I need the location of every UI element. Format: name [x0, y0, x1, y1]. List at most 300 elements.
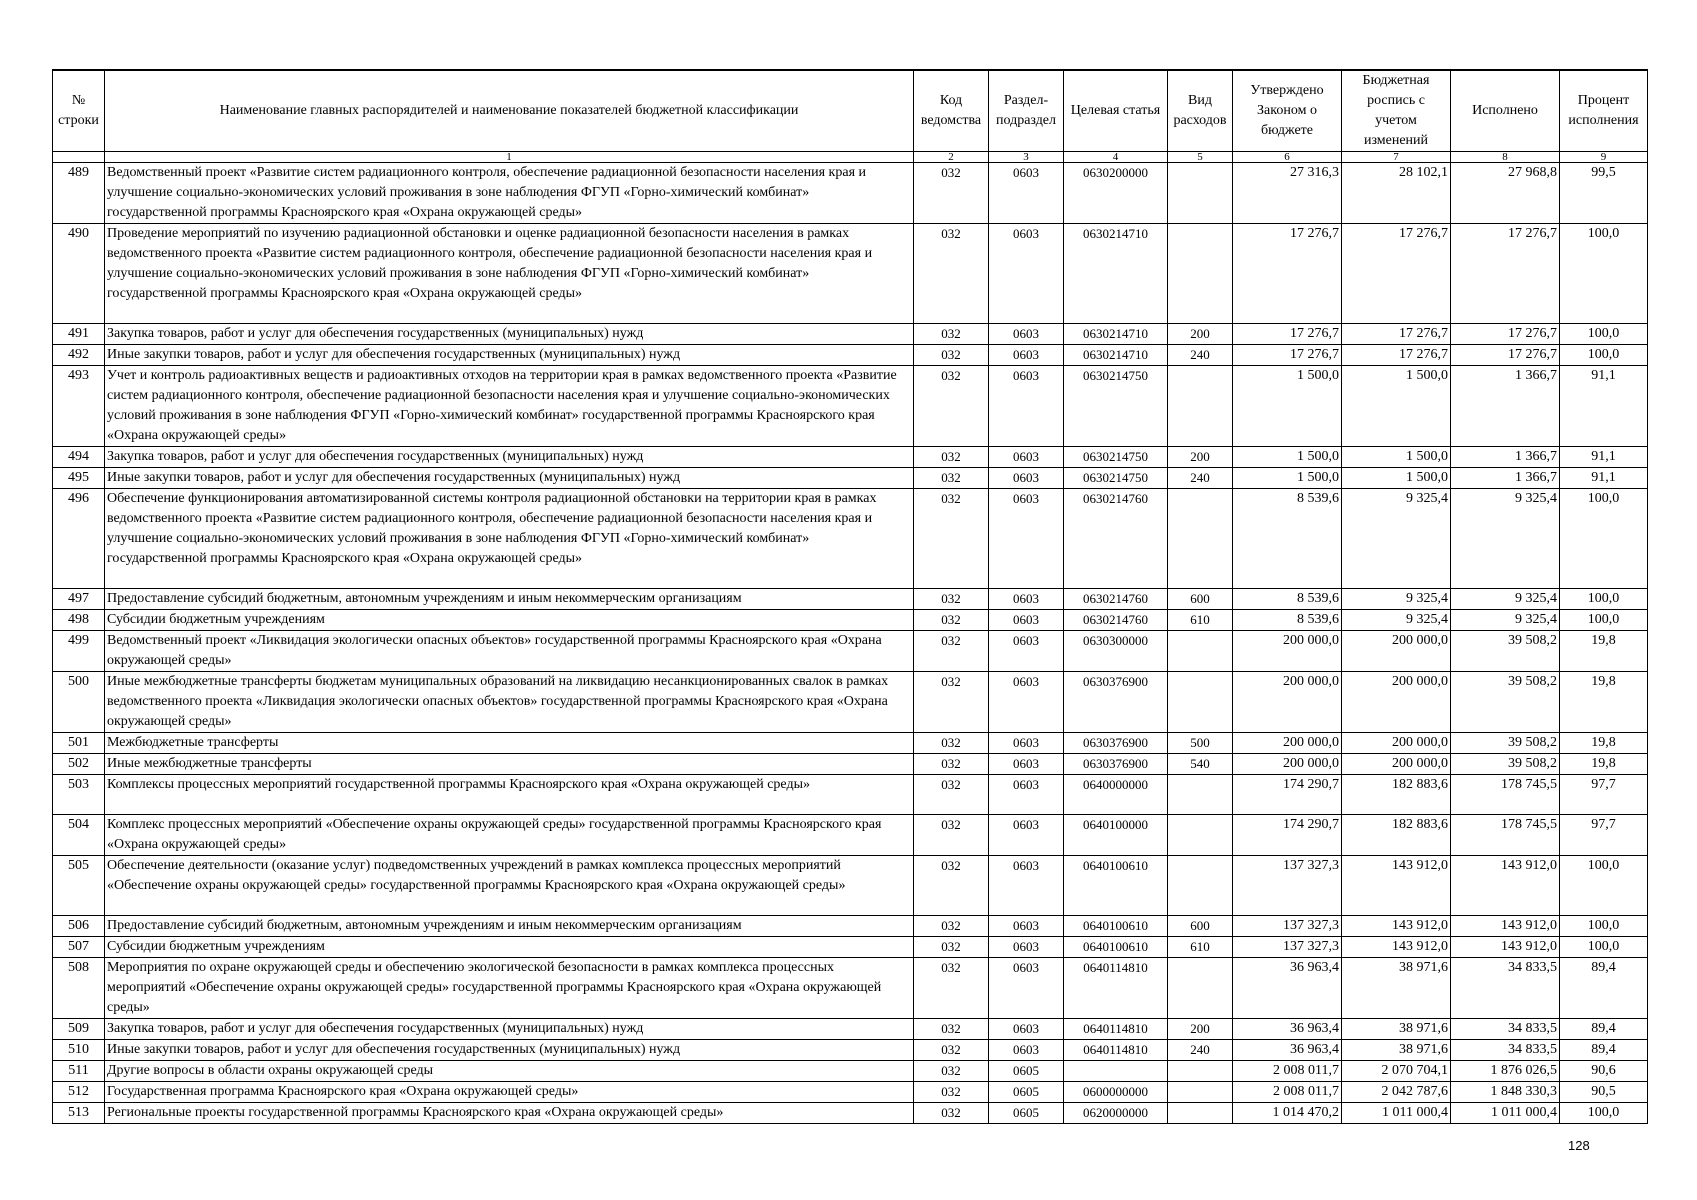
row-target-article: 0630300000	[1064, 631, 1168, 672]
row-expense-type	[1168, 958, 1233, 1019]
row-expense-type: 610	[1168, 610, 1233, 631]
table-row	[53, 163, 1648, 224]
row-number: 497	[53, 589, 105, 610]
table-row	[53, 937, 1648, 958]
table-row	[53, 468, 1648, 489]
row-percent: 100,0	[1560, 489, 1648, 589]
budget-execution-table	[52, 69, 1648, 1124]
row-budget-schedule: 1 011 000,4	[1342, 1103, 1451, 1124]
header-section-subsection: Раздел-подраздел	[989, 70, 1064, 152]
table-row	[53, 775, 1648, 815]
row-name: Проведение мероприятий по изучению радиационной обстановки и оценке радиационной безопасности населения в рамках ведомственного проекта «Развитие систем радиационного контроля, обеспечение радиационной безопасности населения края и улучшение социально-экономических условий проживания в зоне наблюдения ФГУП «Горно-химический комбинат» государственной программы Красноярского края «Охрана окружающей среды»	[105, 224, 914, 324]
table-row	[53, 733, 1648, 754]
row-number: 504	[53, 815, 105, 856]
row-executed: 9 325,4	[1451, 589, 1560, 610]
row-expense-type: 200	[1168, 447, 1233, 468]
row-percent: 90,5	[1560, 1082, 1648, 1103]
row-approved: 27 316,3	[1233, 163, 1342, 224]
row-approved: 174 290,7	[1233, 775, 1342, 815]
table-row	[53, 610, 1648, 631]
row-number: 496	[53, 489, 105, 589]
row-approved: 174 290,7	[1233, 815, 1342, 856]
row-budget-schedule: 17 276,7	[1342, 324, 1451, 345]
budget-table-sheet	[52, 69, 1647, 1124]
row-department-code: 032	[914, 224, 989, 324]
header-col-index: 8	[1451, 152, 1560, 163]
row-expense-type	[1168, 489, 1233, 589]
row-department-code: 032	[914, 468, 989, 489]
row-expense-type	[1168, 163, 1233, 224]
row-target-article: 0640100610	[1064, 937, 1168, 958]
row-percent: 89,4	[1560, 1040, 1648, 1061]
row-department-code: 032	[914, 916, 989, 937]
row-number: 489	[53, 163, 105, 224]
row-percent: 100,0	[1560, 937, 1648, 958]
row-name: Закупка товаров, работ и услуг для обеспечения государственных (муниципальных) нужд	[105, 324, 914, 345]
table-row	[53, 345, 1648, 366]
row-expense-type	[1168, 1082, 1233, 1103]
row-budget-schedule: 200 000,0	[1342, 672, 1451, 733]
row-expense-type	[1168, 815, 1233, 856]
row-executed: 178 745,5	[1451, 815, 1560, 856]
row-section-code: 0603	[989, 468, 1064, 489]
row-percent: 97,7	[1560, 815, 1648, 856]
row-expense-type: 600	[1168, 589, 1233, 610]
row-target-article: 0630214760	[1064, 610, 1168, 631]
row-percent: 19,8	[1560, 631, 1648, 672]
row-target-article: 0630214710	[1064, 345, 1168, 366]
row-approved: 17 276,7	[1233, 345, 1342, 366]
row-number: 502	[53, 754, 105, 775]
row-number: 505	[53, 856, 105, 916]
row-expense-type	[1168, 856, 1233, 916]
row-approved: 36 963,4	[1233, 1040, 1342, 1061]
row-expense-type: 540	[1168, 754, 1233, 775]
row-section-code: 0605	[989, 1103, 1064, 1124]
header-target-article: Целевая статья	[1064, 70, 1168, 152]
row-executed: 143 912,0	[1451, 856, 1560, 916]
table-row	[53, 1082, 1648, 1103]
row-section-code: 0603	[989, 733, 1064, 754]
row-department-code: 032	[914, 345, 989, 366]
row-budget-schedule: 17 276,7	[1342, 345, 1451, 366]
row-section-code: 0603	[989, 489, 1064, 589]
row-number: 495	[53, 468, 105, 489]
row-approved: 1 014 470,2	[1233, 1103, 1342, 1124]
row-budget-schedule: 2 042 787,6	[1342, 1082, 1451, 1103]
row-approved: 2 008 011,7	[1233, 1061, 1342, 1082]
row-executed: 143 912,0	[1451, 937, 1560, 958]
row-department-code: 032	[914, 489, 989, 589]
header-col-index: 3	[989, 152, 1064, 163]
row-number: 506	[53, 916, 105, 937]
row-target-article: 0630214750	[1064, 468, 1168, 489]
row-section-code: 0603	[989, 775, 1064, 815]
row-section-code: 0603	[989, 916, 1064, 937]
row-expense-type	[1168, 775, 1233, 815]
row-department-code: 032	[914, 1019, 989, 1040]
row-department-code: 032	[914, 447, 989, 468]
row-name: Иные закупки товаров, работ и услуг для обеспечения государственных (муниципальных) нужд	[105, 345, 914, 366]
row-target-article: 0630376900	[1064, 733, 1168, 754]
row-target-article: 0640114810	[1064, 958, 1168, 1019]
header-percent: Процент исполнения	[1560, 70, 1648, 152]
row-budget-schedule: 28 102,1	[1342, 163, 1451, 224]
table-row	[53, 1019, 1648, 1040]
row-expense-type: 500	[1168, 733, 1233, 754]
row-budget-schedule: 200 000,0	[1342, 631, 1451, 672]
row-target-article: 0600000000	[1064, 1082, 1168, 1103]
header-department-code: Код ведомства	[914, 70, 989, 152]
row-target-article: 0640000000	[1064, 775, 1168, 815]
row-approved: 17 276,7	[1233, 324, 1342, 345]
row-section-code: 0603	[989, 224, 1064, 324]
header-name: Наименование главных распорядителей и наименование показателей бюджетной классификации	[105, 70, 914, 152]
row-number: 494	[53, 447, 105, 468]
row-section-code: 0603	[989, 1040, 1064, 1061]
row-approved: 137 327,3	[1233, 937, 1342, 958]
row-department-code: 032	[914, 815, 989, 856]
row-name: Межбюджетные трансферты	[105, 733, 914, 754]
row-expense-type: 200	[1168, 324, 1233, 345]
row-target-article: 0630214710	[1064, 324, 1168, 345]
row-approved: 36 963,4	[1233, 1019, 1342, 1040]
row-expense-type	[1168, 1061, 1233, 1082]
table-row	[53, 224, 1648, 324]
row-target-article: 0630200000	[1064, 163, 1168, 224]
row-number: 513	[53, 1103, 105, 1124]
row-budget-schedule: 1 500,0	[1342, 468, 1451, 489]
row-name: Обеспечение деятельности (оказание услуг) подведомственных учреждений в рамках комплекса процессных мероприятий «Обеспечение охраны окружающей среды» государственной программы Красноярского края «Охрана окружающей среды»	[105, 856, 914, 916]
row-section-code: 0603	[989, 589, 1064, 610]
header-budget-schedule: Бюджетная роспись с учетом изменений	[1342, 70, 1451, 152]
row-approved: 2 008 011,7	[1233, 1082, 1342, 1103]
row-percent: 89,4	[1560, 958, 1648, 1019]
table-row	[53, 489, 1648, 589]
table-row	[53, 1040, 1648, 1061]
row-name: Комплексы процессных мероприятий государственной программы Красноярского края «Охрана окружающей среды»	[105, 775, 914, 815]
row-section-code: 0603	[989, 937, 1064, 958]
row-budget-schedule: 182 883,6	[1342, 775, 1451, 815]
header-col-index: 4	[1064, 152, 1168, 163]
page-number: 128	[1568, 1138, 1590, 1153]
row-budget-schedule: 9 325,4	[1342, 489, 1451, 589]
row-name: Закупка товаров, работ и услуг для обеспечения государственных (муниципальных) нужд	[105, 1019, 914, 1040]
row-expense-type: 600	[1168, 916, 1233, 937]
row-number: 498	[53, 610, 105, 631]
row-department-code: 032	[914, 366, 989, 447]
row-approved: 137 327,3	[1233, 856, 1342, 916]
row-executed: 34 833,5	[1451, 1040, 1560, 1061]
row-department-code: 032	[914, 1103, 989, 1124]
row-name: Предоставление субсидий бюджетным, автономным учреждениям и иным некоммерческим организациям	[105, 589, 914, 610]
row-section-code: 0603	[989, 163, 1064, 224]
row-expense-type	[1168, 224, 1233, 324]
table-row	[53, 631, 1648, 672]
row-section-code: 0603	[989, 610, 1064, 631]
header-approved: Утверждено Законом о бюджете	[1233, 70, 1342, 152]
row-approved: 1 500,0	[1233, 366, 1342, 447]
row-executed: 178 745,5	[1451, 775, 1560, 815]
row-department-code: 032	[914, 589, 989, 610]
row-executed: 34 833,5	[1451, 958, 1560, 1019]
row-executed: 1 366,7	[1451, 468, 1560, 489]
row-executed: 143 912,0	[1451, 916, 1560, 937]
table-body	[53, 163, 1648, 1124]
row-target-article: 0640100610	[1064, 916, 1168, 937]
row-percent: 100,0	[1560, 589, 1648, 610]
row-department-code: 032	[914, 631, 989, 672]
row-name: Мероприятия по охране окружающей среды и обеспечению экологической безопасности в рамках комплекса процессных мероприятий «Обеспечение охраны окружающей среды» государственной программы Красноярского края «Охрана окружающей среды»	[105, 958, 914, 1019]
row-target-article: 0630376900	[1064, 754, 1168, 775]
header-col-index: 9	[1560, 152, 1648, 163]
row-expense-type	[1168, 672, 1233, 733]
row-expense-type: 200	[1168, 1019, 1233, 1040]
row-section-code: 0603	[989, 856, 1064, 916]
row-approved: 8 539,6	[1233, 610, 1342, 631]
row-section-code: 0603	[989, 1019, 1064, 1040]
row-number: 493	[53, 366, 105, 447]
row-percent: 91,1	[1560, 447, 1648, 468]
row-department-code: 032	[914, 754, 989, 775]
row-target-article: 0630214750	[1064, 366, 1168, 447]
table-row	[53, 447, 1648, 468]
row-department-code: 032	[914, 324, 989, 345]
row-target-article: 0630214760	[1064, 489, 1168, 589]
row-section-code: 0605	[989, 1061, 1064, 1082]
row-number: 499	[53, 631, 105, 672]
table-row	[53, 958, 1648, 1019]
row-executed: 39 508,2	[1451, 631, 1560, 672]
row-approved: 8 539,6	[1233, 589, 1342, 610]
row-expense-type: 240	[1168, 345, 1233, 366]
row-section-code: 0603	[989, 366, 1064, 447]
row-budget-schedule: 182 883,6	[1342, 815, 1451, 856]
header-executed: Исполнено	[1451, 70, 1560, 152]
row-executed: 39 508,2	[1451, 754, 1560, 775]
table-header	[53, 70, 1648, 163]
row-target-article: 0640100000	[1064, 815, 1168, 856]
row-section-code: 0603	[989, 324, 1064, 345]
row-expense-type: 240	[1168, 468, 1233, 489]
row-approved: 8 539,6	[1233, 489, 1342, 589]
row-department-code: 032	[914, 1082, 989, 1103]
table-row	[53, 916, 1648, 937]
row-executed: 9 325,4	[1451, 489, 1560, 589]
row-department-code: 032	[914, 733, 989, 754]
row-percent: 100,0	[1560, 345, 1648, 366]
row-approved: 200 000,0	[1233, 733, 1342, 754]
row-name: Иные межбюджетные трансферты бюджетам муниципальных образований на ликвидацию несанкционированных свалок в рамках ведомственного проекта «Ликвидация экологически опасных объектов» государственной программы Красноярского края «Охрана окружающей среды»	[105, 672, 914, 733]
row-target-article: 0640100610	[1064, 856, 1168, 916]
row-approved: 200 000,0	[1233, 631, 1342, 672]
row-number: 500	[53, 672, 105, 733]
row-percent: 90,6	[1560, 1061, 1648, 1082]
row-target-article: 0640114810	[1064, 1040, 1168, 1061]
row-name: Иные межбюджетные трансферты	[105, 754, 914, 775]
header-col-index: 7	[1342, 152, 1451, 163]
row-section-code: 0605	[989, 1082, 1064, 1103]
row-section-code: 0603	[989, 754, 1064, 775]
row-executed: 1 876 026,5	[1451, 1061, 1560, 1082]
row-number: 509	[53, 1019, 105, 1040]
row-budget-schedule: 143 912,0	[1342, 856, 1451, 916]
header-col-index: 6	[1233, 152, 1342, 163]
header-expense-type: Вид расходов	[1168, 70, 1233, 152]
row-percent: 100,0	[1560, 856, 1648, 916]
row-executed: 1 011 000,4	[1451, 1103, 1560, 1124]
row-name: Закупка товаров, работ и услуг для обеспечения государственных (муниципальных) нужд	[105, 447, 914, 468]
row-budget-schedule: 38 971,6	[1342, 1019, 1451, 1040]
header-row-number: № строки	[53, 70, 105, 152]
row-department-code: 032	[914, 856, 989, 916]
row-name: Региональные проекты государственной программы Красноярского края «Охрана окружающей среды»	[105, 1103, 914, 1124]
row-budget-schedule: 9 325,4	[1342, 589, 1451, 610]
row-approved: 200 000,0	[1233, 754, 1342, 775]
row-budget-schedule: 200 000,0	[1342, 754, 1451, 775]
row-budget-schedule: 38 971,6	[1342, 1040, 1451, 1061]
row-department-code: 032	[914, 163, 989, 224]
row-name: Другие вопросы в области охраны окружающей среды	[105, 1061, 914, 1082]
row-approved: 1 500,0	[1233, 447, 1342, 468]
row-section-code: 0603	[989, 447, 1064, 468]
table-row	[53, 1103, 1648, 1124]
row-budget-schedule: 143 912,0	[1342, 937, 1451, 958]
row-department-code: 032	[914, 937, 989, 958]
row-budget-schedule: 9 325,4	[1342, 610, 1451, 631]
row-percent: 99,5	[1560, 163, 1648, 224]
table-row	[53, 589, 1648, 610]
row-target-article: 0630214760	[1064, 589, 1168, 610]
row-executed: 9 325,4	[1451, 610, 1560, 631]
row-percent: 100,0	[1560, 324, 1648, 345]
row-number: 511	[53, 1061, 105, 1082]
row-approved: 200 000,0	[1233, 672, 1342, 733]
row-executed: 17 276,7	[1451, 345, 1560, 366]
row-target-article: 0620000000	[1064, 1103, 1168, 1124]
row-name: Комплекс процессных мероприятий «Обеспечение охраны окружающей среды» государственной программы Красноярского края «Охрана окружающей среды»	[105, 815, 914, 856]
table-row	[53, 856, 1648, 916]
row-approved: 17 276,7	[1233, 224, 1342, 324]
row-number: 508	[53, 958, 105, 1019]
row-budget-schedule: 143 912,0	[1342, 916, 1451, 937]
row-executed: 27 968,8	[1451, 163, 1560, 224]
row-department-code: 032	[914, 1040, 989, 1061]
table-row	[53, 366, 1648, 447]
row-executed: 17 276,7	[1451, 324, 1560, 345]
row-budget-schedule: 17 276,7	[1342, 224, 1451, 324]
row-budget-schedule: 1 500,0	[1342, 366, 1451, 447]
table-row	[53, 754, 1648, 775]
row-executed: 39 508,2	[1451, 733, 1560, 754]
row-name: Ведомственный проект «Ликвидация экологически опасных объектов» государственной программы Красноярского края «Охрана окружающей среды»	[105, 631, 914, 672]
row-expense-type	[1168, 366, 1233, 447]
header-col-index	[53, 152, 105, 163]
row-percent: 97,7	[1560, 775, 1648, 815]
row-section-code: 0603	[989, 815, 1064, 856]
row-executed: 17 276,7	[1451, 224, 1560, 324]
table-row	[53, 815, 1648, 856]
row-department-code: 032	[914, 610, 989, 631]
row-target-article: 0630376900	[1064, 672, 1168, 733]
row-percent: 19,8	[1560, 733, 1648, 754]
row-section-code: 0603	[989, 631, 1064, 672]
row-name: Субсидии бюджетным учреждениям	[105, 610, 914, 631]
row-budget-schedule: 200 000,0	[1342, 733, 1451, 754]
row-target-article: 0630214710	[1064, 224, 1168, 324]
row-number: 490	[53, 224, 105, 324]
row-approved: 137 327,3	[1233, 916, 1342, 937]
row-budget-schedule: 2 070 704,1	[1342, 1061, 1451, 1082]
row-number: 510	[53, 1040, 105, 1061]
row-percent: 100,0	[1560, 916, 1648, 937]
row-number: 503	[53, 775, 105, 815]
row-executed: 34 833,5	[1451, 1019, 1560, 1040]
table-row	[53, 324, 1648, 345]
row-executed: 39 508,2	[1451, 672, 1560, 733]
row-name: Субсидии бюджетным учреждениям	[105, 937, 914, 958]
row-approved: 1 500,0	[1233, 468, 1342, 489]
row-number: 512	[53, 1082, 105, 1103]
row-name: Ведомственный проект «Развитие систем радиационного контроля, обеспечение радиационной безопасности населения края и улучшение социально-экономических условий проживания в зоне наблюдения ФГУП «Горно-химический комбинат» государственной программы Красноярского края «Охрана окружающей среды»	[105, 163, 914, 224]
row-target-article: 0630214750	[1064, 447, 1168, 468]
row-approved: 36 963,4	[1233, 958, 1342, 1019]
row-number: 491	[53, 324, 105, 345]
row-expense-type	[1168, 1103, 1233, 1124]
row-name: Иные закупки товаров, работ и услуг для обеспечения государственных (муниципальных) нужд	[105, 1040, 914, 1061]
row-number: 501	[53, 733, 105, 754]
row-department-code: 032	[914, 775, 989, 815]
row-target-article	[1064, 1061, 1168, 1082]
row-budget-schedule: 38 971,6	[1342, 958, 1451, 1019]
row-percent: 91,1	[1560, 366, 1648, 447]
row-section-code: 0603	[989, 672, 1064, 733]
row-expense-type	[1168, 631, 1233, 672]
table-row	[53, 672, 1648, 733]
row-department-code: 032	[914, 672, 989, 733]
row-expense-type: 240	[1168, 1040, 1233, 1061]
row-name: Государственная программа Красноярского края «Охрана окружающей среды»	[105, 1082, 914, 1103]
row-number: 492	[53, 345, 105, 366]
row-percent: 91,1	[1560, 468, 1648, 489]
row-executed: 1 848 330,3	[1451, 1082, 1560, 1103]
row-section-code: 0603	[989, 345, 1064, 366]
row-section-code: 0603	[989, 958, 1064, 1019]
row-department-code: 032	[914, 958, 989, 1019]
header-col-index: 5	[1168, 152, 1233, 163]
table-row	[53, 1061, 1648, 1082]
row-percent: 100,0	[1560, 610, 1648, 631]
row-budget-schedule: 1 500,0	[1342, 447, 1451, 468]
row-percent: 89,4	[1560, 1019, 1648, 1040]
row-percent: 19,8	[1560, 754, 1648, 775]
row-name: Учет и контроль радиоактивных веществ и радиоактивных отходов на территории края в рамках ведомственного проекта «Развитие систем радиационного контроля, обеспечение радиационной безопасности населения края и улучшение социально-экономических условий проживания в зоне наблюдения ФГУП «Горно-химический комбинат» государственной программы Красноярского края «Охрана окружающей среды»	[105, 366, 914, 447]
row-percent: 100,0	[1560, 1103, 1648, 1124]
row-department-code: 032	[914, 1061, 989, 1082]
row-target-article: 0640114810	[1064, 1019, 1168, 1040]
header-col-index: 2	[914, 152, 989, 163]
row-name: Предоставление субсидий бюджетным, автономным учреждениям и иным некоммерческим организациям	[105, 916, 914, 937]
row-number: 507	[53, 937, 105, 958]
row-executed: 1 366,7	[1451, 366, 1560, 447]
row-percent: 100,0	[1560, 224, 1648, 324]
row-expense-type: 610	[1168, 937, 1233, 958]
row-name: Обеспечение функционирования автоматизированной системы контроля радиационной обстановки на территории края в рамках ведомственного проекта «Развитие систем радиационного контроля, обеспечение радиационной безопасности населения края и улучшение социально-экономических условий проживания в зоне наблюдения ФГУП «Горно-химический комбинат» государственной программы Красноярского края «Охрана окружающей среды»	[105, 489, 914, 589]
row-name: Иные закупки товаров, работ и услуг для обеспечения государственных (муниципальных) нужд	[105, 468, 914, 489]
row-executed: 1 366,7	[1451, 447, 1560, 468]
row-percent: 19,8	[1560, 672, 1648, 733]
header-col-index: 1	[105, 152, 914, 163]
